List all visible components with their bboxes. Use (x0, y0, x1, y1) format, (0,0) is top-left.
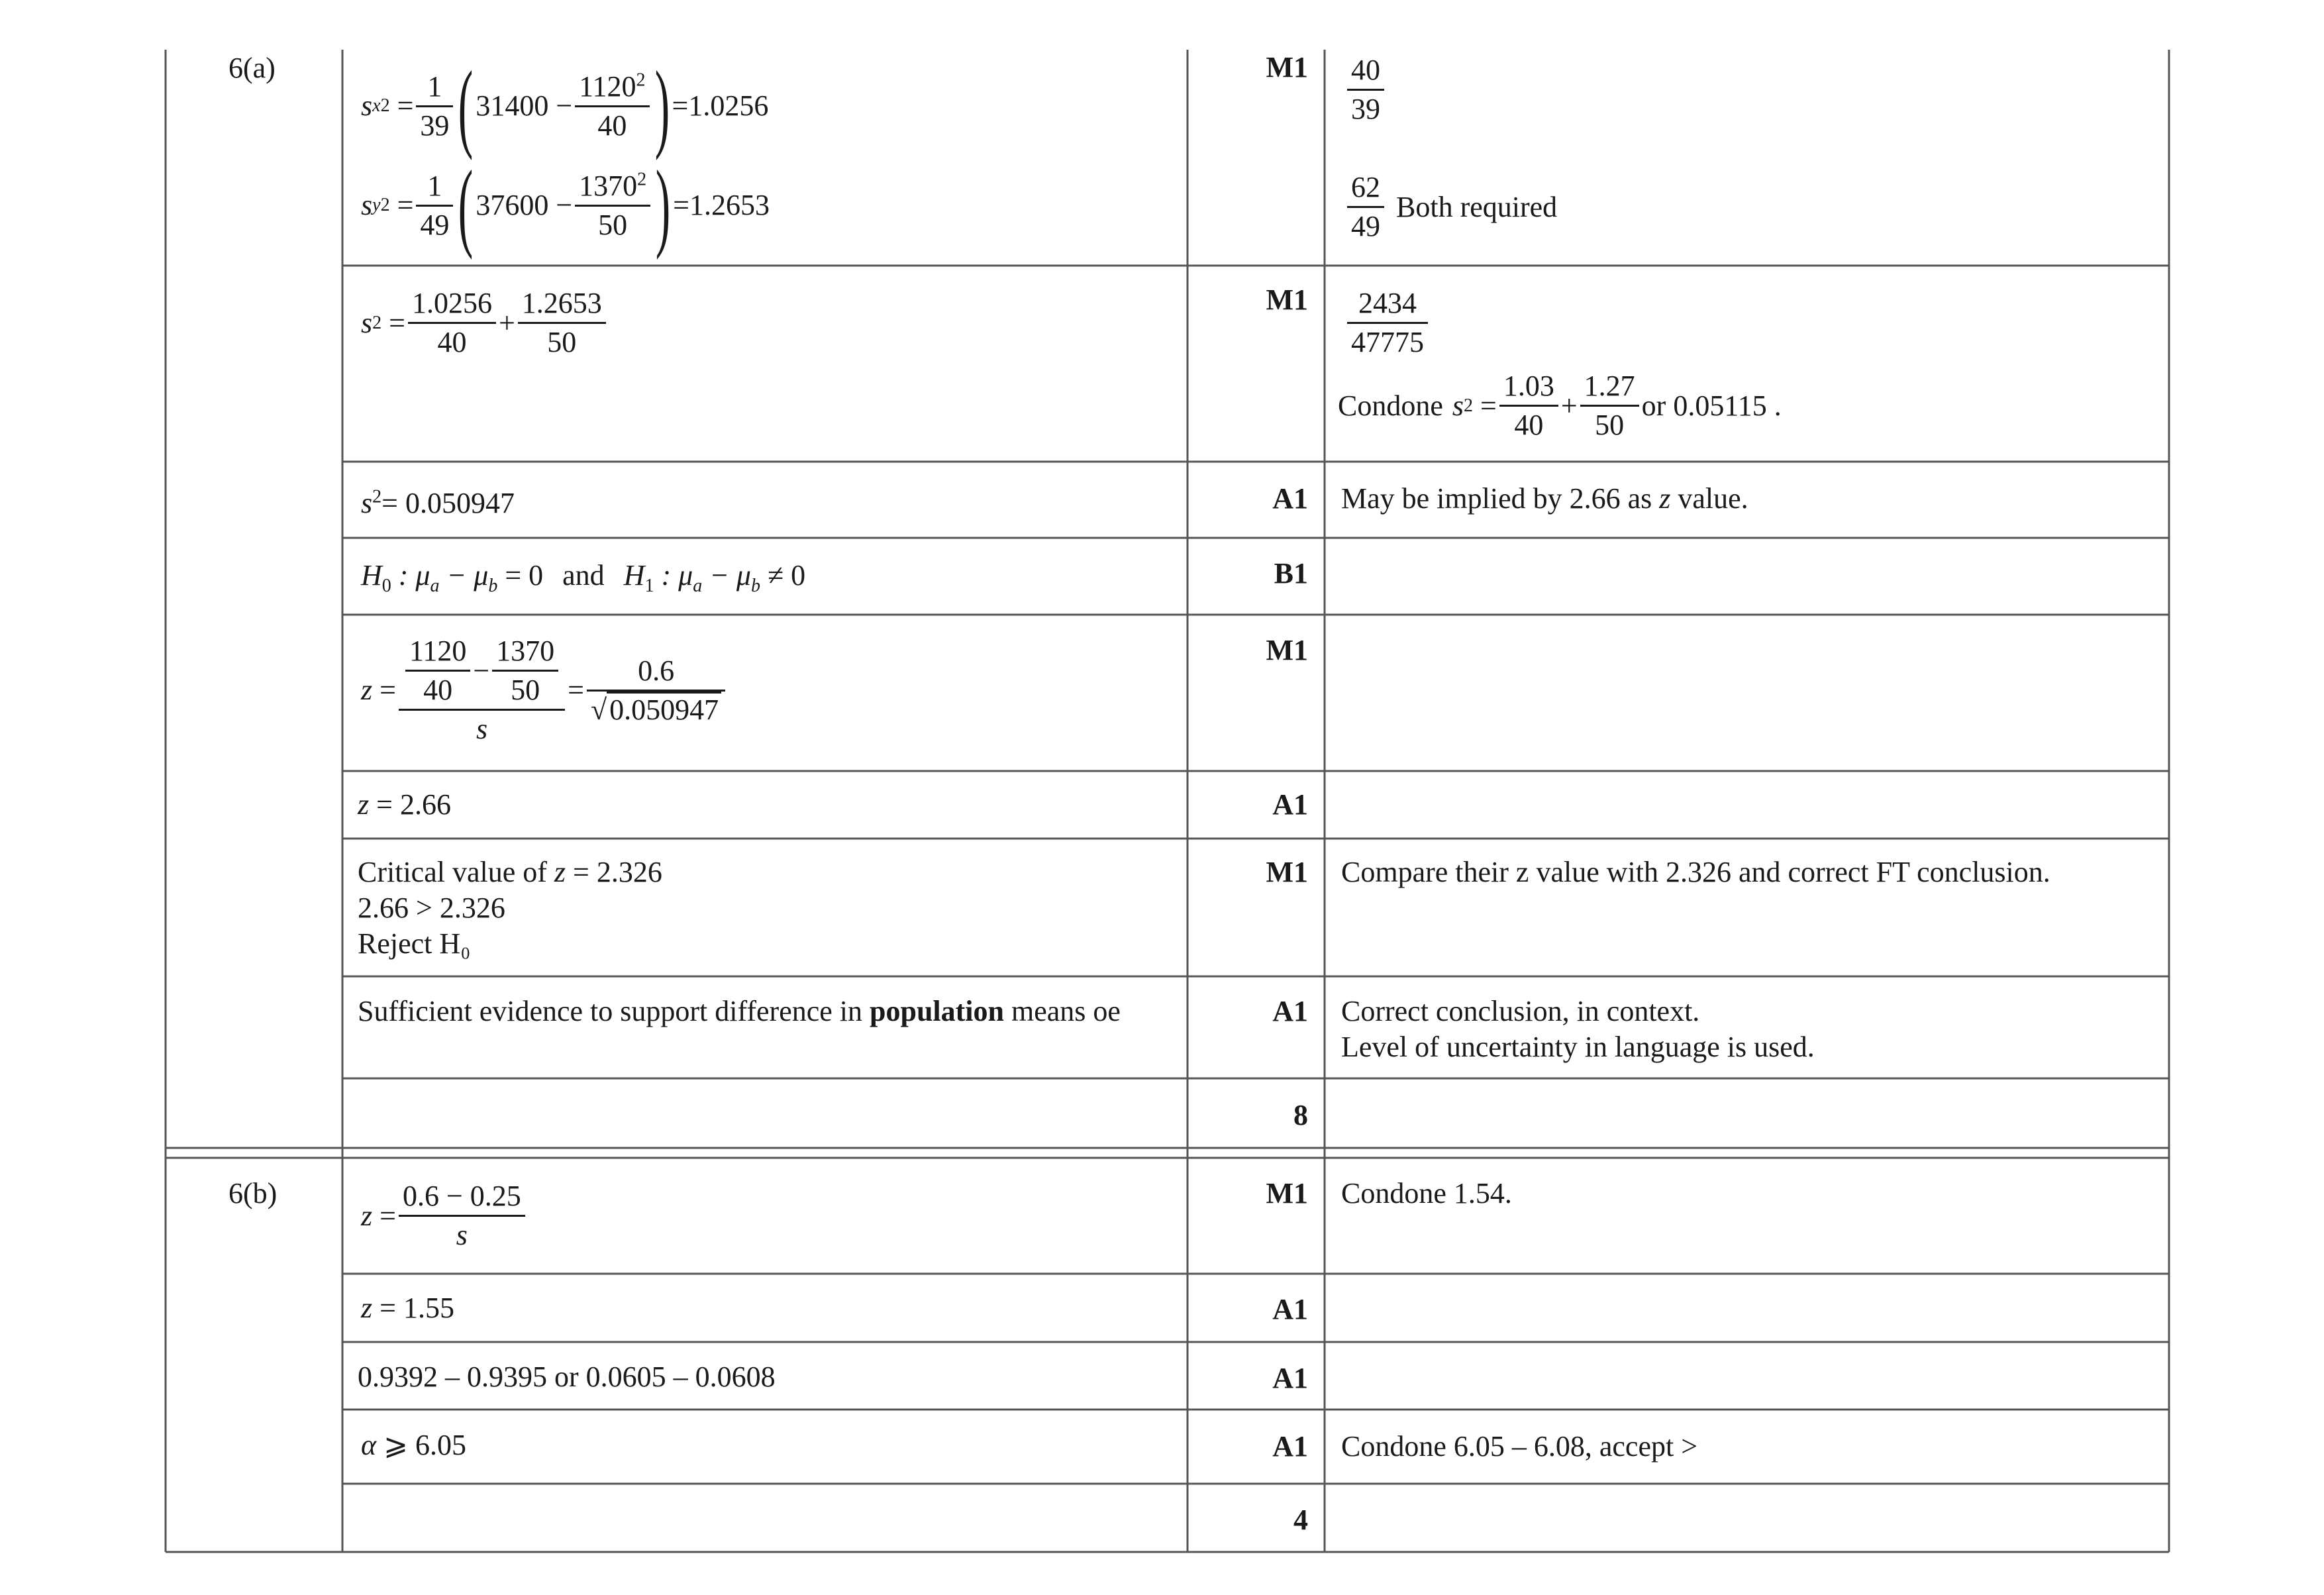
combined-variance-formula: s 2 = $\frac{1.0256}{40}$ + $\frac{1.2653}{50}$ (361, 285, 609, 361)
combined-fraction-2: $\frac{1.2653}{50}$ (518, 285, 606, 361)
sx-sum-squares: 31400 (476, 89, 549, 122)
condone-fraction-2: $\frac{1.27}{50}$ (1580, 368, 1639, 444)
probability-range: 0.9392 – 0.9395 or 0.0605 – 0.0608 (358, 1361, 776, 1393)
critical-value: Critical value of z = 2.326 2.66 > 2.326 Reject H₀ (358, 854, 662, 962)
guidance-fraction-2434: $\frac{2434}{47775}$ (1347, 285, 1428, 361)
guidance-variances (1344, 52, 1387, 128)
sx-inner-fraction: $\frac{1120^2}{40}$ (575, 68, 649, 144)
guidance-combined-fraction (1344, 285, 1431, 361)
sx-variance-formula: s x 2 = $\frac{1}{39}$ ( 31400 − $\frac{1120^2}{40}$ ) =1.0256 (361, 51, 769, 161)
sy-result: =1.2653 (673, 189, 770, 221)
guidance-both-required-text: Both required (1396, 190, 1558, 223)
mark-m1-z-b: M1 (1266, 1177, 1308, 1209)
mark-a1-z: A1 (1272, 788, 1308, 821)
mark-a1-conclusion: A1 (1272, 995, 1308, 1027)
mark-b1-hypotheses: B1 (1274, 557, 1308, 590)
question-label-6a: 6(a) (228, 52, 276, 84)
combined-fraction-1: $\frac{1.0256}{40}$ (408, 285, 496, 361)
mark-a1-prob: A1 (1272, 1362, 1308, 1394)
hypotheses: $H_0$ : $\mu_a - \mu_b = 0$ and $H_1$ : $\mu_a - \mu_b \ne 0$ (361, 559, 806, 596)
sx-fraction: $\frac{1}{39}$ (416, 68, 453, 144)
question-label-6b: 6(b) (228, 1177, 278, 1209)
total-marks-6b: 4 (1293, 1504, 1308, 1536)
guidance-conclusion: Correct conclusion, in context. Level of uncertainty in language is used. (1341, 995, 1815, 1063)
z-b-value: z = 1.55 (361, 1292, 454, 1324)
sy-inner-fraction: $\frac{1370^2}{50}$ (575, 168, 650, 244)
s2-answer: = 0.050947 (381, 487, 515, 519)
mark-a1-alpha: A1 (1272, 1430, 1308, 1463)
z-rhs-fraction: $\frac{0.6}{√0.050947}$ (587, 652, 725, 729)
condone-tail: or 0.05115 . (1641, 389, 1782, 422)
z-b-formula: z = $\frac{0.6 - 0.25}{s}$ (361, 1178, 528, 1254)
mark-a1-s2: A1 (1272, 482, 1308, 515)
guidance-alpha: Condone 6.05 – 6.08, accept > (1341, 1430, 1698, 1463)
guidance-fraction-40-39: $\frac{40}{39}$ (1347, 52, 1384, 128)
guidance-fraction-62-49: $\frac{62}{49}$ (1347, 169, 1384, 245)
comparison-line: 2.66 > 2.326 (358, 892, 505, 924)
conclusion: Sufficient evidence to support difference in population means oe (358, 995, 1121, 1027)
total-marks-6a: 8 (1293, 1099, 1308, 1131)
reject-line: Reject H₀ (358, 927, 471, 960)
guidance-condone-154: Condone 1.54. (1341, 1177, 1512, 1209)
mark-m1-z: M1 (1266, 634, 1308, 666)
guidance-both-required (1344, 169, 1557, 245)
guidance-s2: May be implied by 2.66 as z value. (1341, 482, 1748, 515)
z-big-fraction: $\frac{1120}{40}$ − $\frac{1370}{50}$ s (399, 633, 565, 748)
sy-sum-squares: 37600 (476, 189, 549, 221)
mark-m1-variances: M1 (1266, 51, 1308, 83)
mark-a1-z-b: A1 (1272, 1293, 1308, 1325)
sx-result: =1.0256 (672, 89, 769, 122)
condone-label: Condone (1338, 389, 1443, 422)
z-formula: z = $\frac{1120}{40}$ − $\frac{1370}{50}$ s = $\frac{0.6}{√0.050947}$ (361, 633, 728, 748)
and-text: and (562, 559, 605, 592)
sy-fraction: $\frac{1}{49}$ (416, 168, 453, 244)
s2-value: $s^2= 0.050947$ (361, 486, 515, 519)
guidance-condone: Condone s 2 = $\frac{1.03}{40}$ + $\frac{1.27}{50}$ or 0.05115 . (1338, 368, 1782, 444)
condone-fraction-1: $\frac{1.03}{40}$ (1499, 368, 1558, 444)
mark-m1-critical: M1 (1266, 856, 1308, 888)
z-value: z = 2.66 (358, 788, 451, 821)
alpha-answer: α ⩾ 6.05 (361, 1429, 466, 1461)
guidance-critical: Compare their z value with 2.326 and correct FT conclusion. (1341, 856, 2050, 888)
sy-variance-formula: s y 2 = $\frac{1}{49}$ ( 37600 − $\frac{1370^2}{50}$ ) =1.2653 (361, 150, 770, 260)
sx-symbol: s (361, 89, 373, 122)
sy-symbol: s (361, 189, 373, 221)
mark-m1-combined: M1 (1266, 283, 1308, 316)
